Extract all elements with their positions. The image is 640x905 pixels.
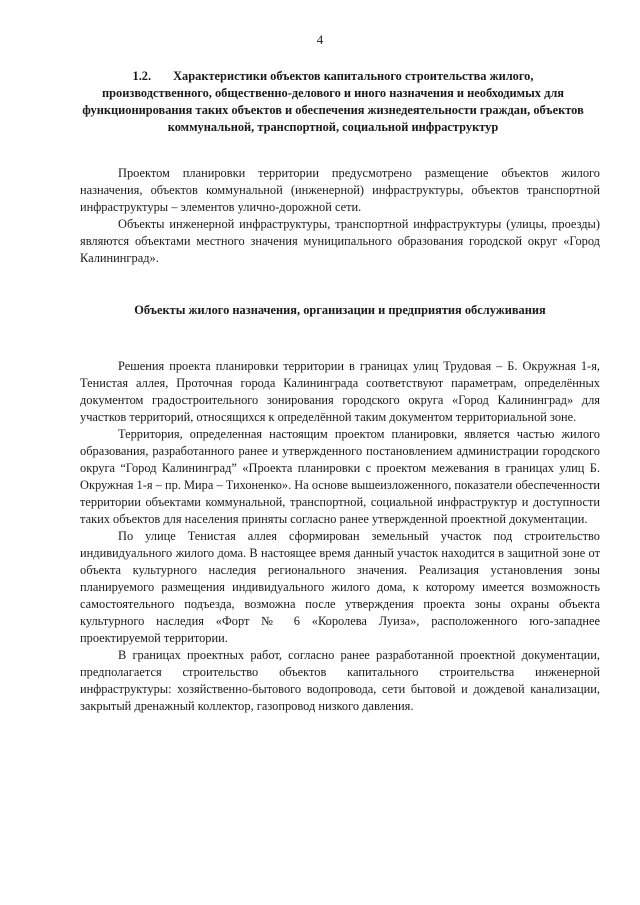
main-text-block: [80, 358, 600, 715]
paragraph: Решения проекта планировки территории в границах улиц Трудовая – Б. Окружная 1-я, Тенистая аллея, Проточная города Калининграда соответствуют параметрам, определённых документом градостроительного зонирования городского округа «Город Калининград» для участков территорий, относящихся к определённой таким документом территориальной зоне.: [80, 359, 600, 424]
paragraph: Проектом планировки территории предусмотрено размещение объектов жилого назначения, объектов коммунальной (инженерной) инфраструктуры, объектов транспортной инфраструктуры – элементов улично-дорожной сети.: [80, 166, 600, 214]
paragraph: Территория, определенная настоящим проектом планировки, является частью жилого образования, разработанного ранее и утвержденного постановлением администрации городского округа “Город Калининград” «Проекта планировки с проектом межевания в границах улиц Б. Окружная 1-я – пр. Мира – Тихоненко». На основе вышеизложенного, показатели обеспеченности территории объектами коммунальной, транспортной, социальной инфраструктур и доступности таких объектов для населения приняты согласно ранее утвержденной проектной документации.: [80, 427, 600, 526]
section-title: Характеристики объектов капитального строительства жилого, производственного, общественно-делового и иного назначения и необходимых для функционирования таких объектов и обеспечения жизнедеятельности граждан, объектов коммунальной, транспортной, социальной инфраструктур: [82, 69, 584, 134]
section-number: 1.2.: [132, 69, 152, 83]
paragraph: Объекты инженерной инфраструктуры, транспортной инфраструктуры (улицы, проезды) являются объектами местного значения муниципального образования городской округ «Город Калининград».: [80, 217, 600, 265]
intro-text-block: [80, 165, 600, 267]
paragraph: По улице Тенистая аллея сформирован земельный участок под строительство индивидуального жилого дома. В настоящее время данный участок находится в защитной зоне от объекта культурного наследия регионального значения. Реализация установления зоны планируемого размещения индивидуального жилого дома, к которому имеется возможность самостоятельного подъезда, возможна после утверждения проекта зоны охраны объекта культурного наследия «Форт № 6 «Королева Луиза», расположенного юго-западнее проектируемой территории.: [80, 529, 600, 645]
subsection-title: Объекты жилого назначения, организации и предприятия обслуживания: [134, 303, 546, 317]
section-heading: [78, 68, 588, 136]
paragraph: В границах проектных работ, согласно ранее разработанной проектной документации, предполагается строительство объектов капитального строительства инженерной инфраструктуры: хозяйственно-бытового водопровода, сети бытовой и дождевой канализации, закрытый дренажный коллектор, газопровод низкого давления.: [80, 648, 600, 713]
page-number: 4: [316, 32, 324, 47]
